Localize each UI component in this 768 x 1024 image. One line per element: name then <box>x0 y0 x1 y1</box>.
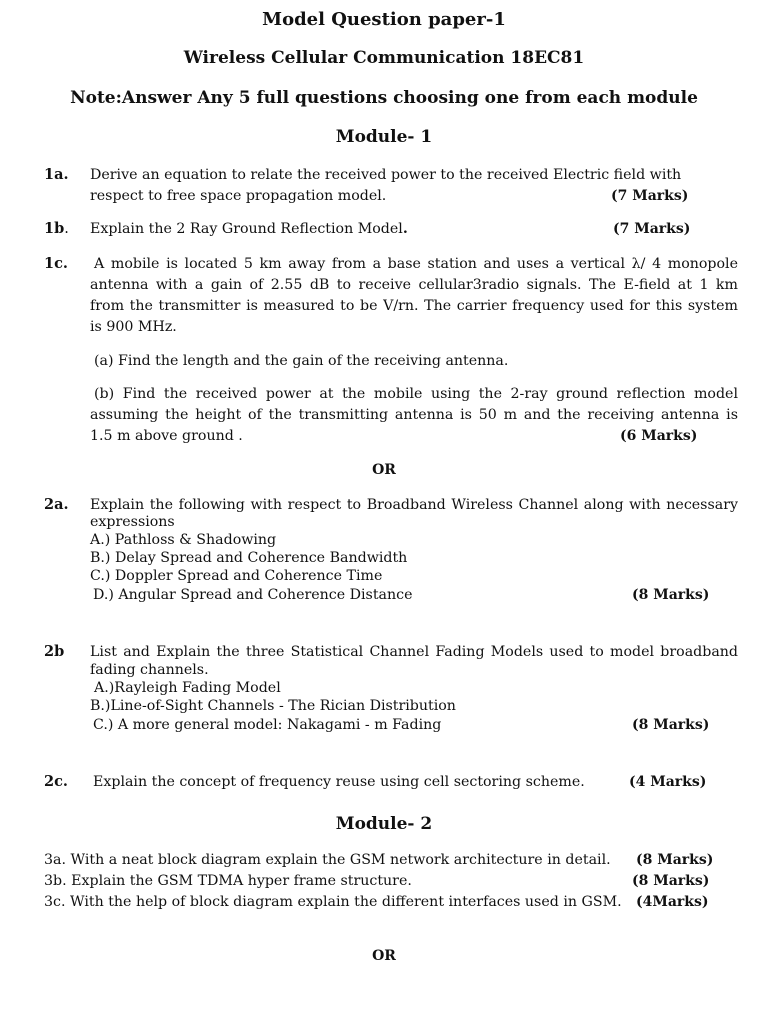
list-item: B.)Line-of-Sight Channels - The Rician Distribution <box>90 698 456 714</box>
list-item: C.) Doppler Spread and Coherence Time <box>90 568 383 584</box>
sub-question-b-line: (b) Find the received power at the mobile using the 2-ray ground reflection model <box>94 386 738 402</box>
question-text-end: . <box>402 221 408 237</box>
sub-question-a: (a) Find the length and the gain of the receiving antenna. <box>94 353 509 369</box>
module-1-heading: Module- 1 <box>335 127 433 147</box>
sub-question-b-line: 1.5 m above ground . <box>90 428 243 444</box>
question-text: 3a. With a neat block diagram explain the GSM network architecture in detail. <box>44 852 611 868</box>
marks-label: (6 Marks) <box>620 428 698 444</box>
question-text-line: respect to free space propagation model. <box>90 188 387 204</box>
question-text-line: antenna with a gain of 2.55 dB to receive cellular3radio signals. The E-field at 1 km <box>90 277 738 293</box>
marks-label: (8 Marks) <box>632 717 710 733</box>
marks-label: (4Marks) <box>636 894 709 910</box>
question-number <box>44 220 69 238</box>
question-number: 1a. <box>44 166 69 183</box>
instructions-note: Note:Answer Any 5 full questions choosing one from each module <box>70 88 698 108</box>
question-text: 3c. With the help of block diagram explain the different interfaces used in GSM. <box>44 894 622 910</box>
question-text: Explain the concept of frequency reuse using cell sectoring scheme. <box>93 774 585 790</box>
question-text-line: List and Explain the three Statistical Channel Fading Models used to model broadband <box>90 644 738 660</box>
question-text-line: A mobile is located 5 km away from a base station and uses a vertical λ/ 4 monopole <box>94 256 738 272</box>
list-item: A.) Pathloss & Shadowing <box>90 532 277 548</box>
question-number: 2b <box>44 643 65 660</box>
question-number: 2c. <box>44 773 68 790</box>
subject-title: Wireless Cellular Communication 18EC81 <box>183 48 585 68</box>
list-item: A.)Rayleigh Fading Model <box>94 680 281 696</box>
question-text-line: Derive an equation to relate the received power to the received Electric field with <box>90 167 682 183</box>
marks-label: (8 Marks) <box>632 873 710 889</box>
marks-label: (4 Marks) <box>629 774 707 790</box>
question-text: 3b. Explain the GSM TDMA hyper frame structure. <box>44 873 412 889</box>
question-text: Explain the 2 Ray Ground Reflection Model <box>90 221 403 237</box>
paper-title: Model Question paper-1 <box>262 9 506 30</box>
question-text-line <box>90 220 408 238</box>
marks-label: (7 Marks) <box>611 188 689 204</box>
list-item: C.) A more general model: Nakagami - m Fading <box>93 717 442 733</box>
marks-label: (7 Marks) <box>613 221 691 237</box>
or-divider: OR <box>372 948 396 964</box>
question-number: 2a. <box>44 496 69 513</box>
question-number-suffix: . <box>64 221 69 237</box>
question-text-line: fading channels. <box>90 662 209 678</box>
or-divider: OR <box>372 462 396 478</box>
question-text-line: is 900 MHz. <box>90 319 177 335</box>
question-number-text: 1b <box>44 220 65 237</box>
marks-label: (8 Marks) <box>636 852 714 868</box>
question-text-line: Explain the following with respect to Broadband Wireless Channel along with necessary <box>90 497 738 513</box>
question-text-line: expressions <box>90 514 175 530</box>
marks-label: (8 Marks) <box>632 587 710 603</box>
question-number: 1c. <box>44 255 68 272</box>
sub-question-b-line: assuming the height of the transmitting antenna is 50 m and the receiving antenna is <box>90 407 738 423</box>
list-item: B.) Delay Spread and Coherence Bandwidth <box>90 550 408 566</box>
module-2-heading: Module- 2 <box>335 814 433 834</box>
list-item: D.) Angular Spread and Coherence Distance <box>93 587 413 603</box>
question-text-line: from the transmitter is measured to be V/rn. The carrier frequency used for this system <box>90 298 738 314</box>
